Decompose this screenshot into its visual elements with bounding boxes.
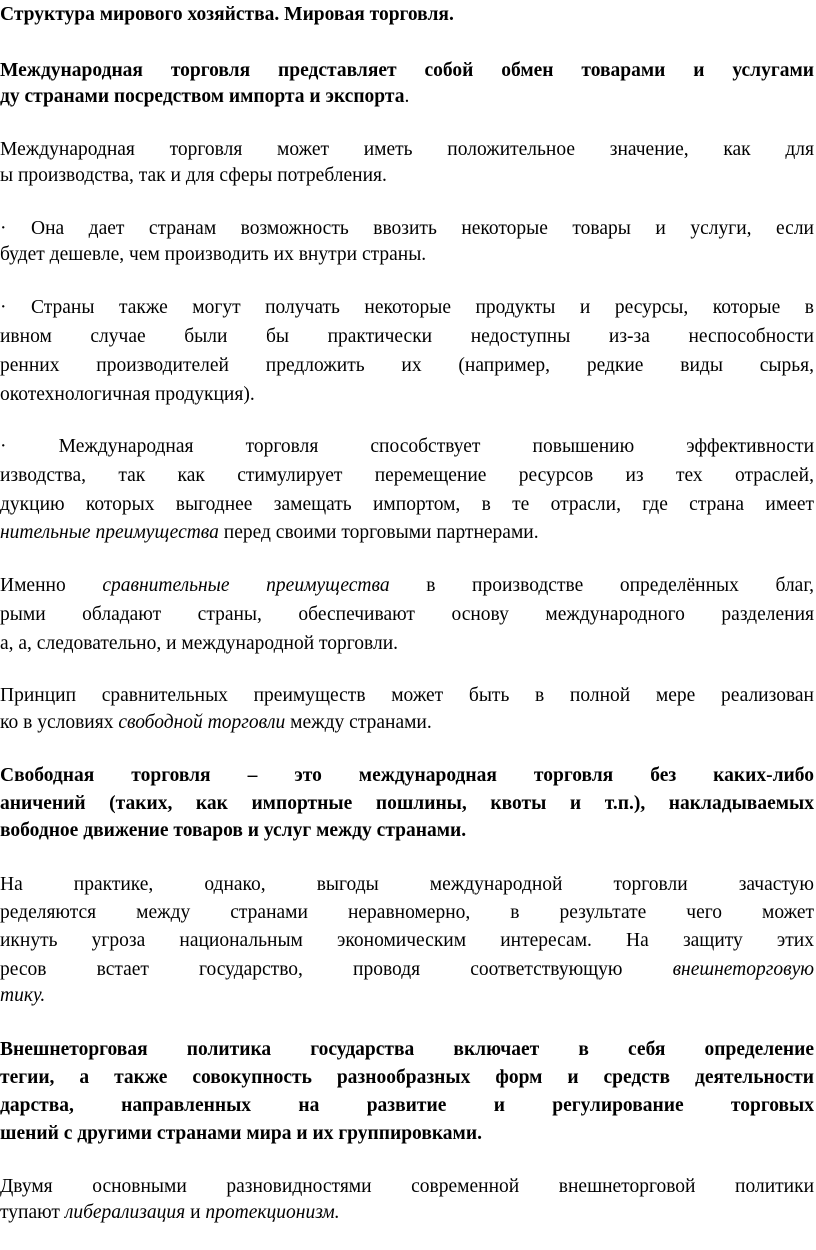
bold-text: ду странами посредством импорта и экспорта [0, 86, 405, 107]
text: ресов встает государство, проводя соответствующую [0, 959, 673, 980]
paragraph-5-line-4 [0, 520, 814, 546]
text: . [404, 86, 410, 107]
paragraph-2-line-1: Международная торговля может иметь положительное значение, как для [0, 139, 814, 160]
paragraph-9-line-2: ределяются между странами неравномерно, в результате чего может [0, 902, 814, 923]
paragraph-8-line-3: вободное движение товаров и услуг между странами. [0, 820, 467, 841]
paragraph-10-line-2: тегии, а также совокупность разнообразных форм и средств деятельности [0, 1067, 814, 1088]
paragraph-6-line-3: а, а, следовательно, и международной торговли. [0, 633, 399, 654]
italic-term: протекционизм. [205, 1202, 340, 1223]
text: между странами. [285, 712, 432, 733]
document-title: Структура мирового хозяйства. Мировая торговля. [0, 4, 454, 25]
paragraph-4-line-3: ренних производителей предложить их (например, редкие виды сырья, [0, 355, 814, 376]
italic-term: свободной торговли [118, 712, 286, 733]
paragraph-7-line-1: Принцип сравнительных преимуществ может быть в полной мере реализован [0, 685, 814, 706]
paragraph-4-line-1: · Страны также могут получать некоторые продукты и ресурсы, которые в [0, 297, 814, 318]
paragraph-8-line-1: Свободная торговля – это международная торговля без каких-либо [0, 765, 814, 786]
paragraph-10-line-4: шений с другими странами мира и их группировками. [0, 1123, 482, 1144]
paragraph-3-line-2: будет дешевле, чем производить их внутри страны. [0, 244, 427, 265]
paragraph-11-line-1: Двумя основными разновидностями современной внешнеторговой политики [0, 1176, 814, 1197]
paragraph-4-line-4: окотехнологичная продукция). [0, 384, 255, 405]
italic-term: внешнеторговую [672, 959, 814, 980]
paragraph-11-line-2 [0, 1200, 814, 1226]
text: в производстве определённых благ, [389, 575, 814, 596]
text: тупают [0, 1202, 65, 1223]
paragraph-10-line-1: Внешнеторговая политика государства включает в себя определение [0, 1039, 814, 1060]
text: перед своими торговыми партнерами. [218, 522, 539, 543]
paragraph-9-line-4 [0, 957, 814, 983]
paragraph-10-line-3: дарства, направленных на развитие и регулирование торговых [0, 1095, 814, 1116]
paragraph-9-line-1: На практике, однако, выгоды международной торговли зачастую [0, 874, 814, 895]
italic-term: сравнительные преимущества [102, 575, 390, 596]
paragraph-1-line-1: Международная торговля представляет собой обмен товарами и услугами [0, 60, 814, 81]
paragraph-2-line-2: ы производства, так и для сферы потребления. [0, 165, 387, 186]
paragraph-6-line-1 [0, 573, 814, 599]
paragraph-5-line-3: дукцию которых выгоднее замещать импортом, в те отрасли, где страна имеет [0, 494, 814, 515]
text: Именно [0, 575, 103, 596]
text: и [185, 1202, 206, 1223]
paragraph-8-line-2: аничений (таких, как импортные пошлины, квоты и т.п.), накладываемых [0, 793, 814, 814]
paragraph-4-line-2: ивном случае были бы практически недоступны из-за неспособности [0, 326, 814, 347]
paragraph-1-line-2 [0, 84, 814, 110]
paragraph-5-line-1: · Международная торговля способствует повышению эффективности [0, 436, 814, 457]
paragraph-9-line-5: тику. [0, 985, 46, 1006]
paragraph-7-line-2 [0, 710, 814, 736]
paragraph-6-line-2: рыми обладают страны, обеспечивают основу международного разделения [0, 604, 814, 625]
italic-term: либерализация [64, 1202, 186, 1223]
paragraph-3-line-1: · Она дает странам возможность ввозить некоторые товары и услуги, если [0, 218, 814, 239]
text: ко в условиях [0, 712, 119, 733]
italic-term: нительные преимущества [0, 522, 219, 543]
paragraph-5-line-2: изводства, так как стимулирует перемещение ресурсов из тех отраслей, [0, 465, 814, 486]
paragraph-9-line-3: икнуть угроза национальным экономическим интересам. На защиту этих [0, 930, 814, 951]
